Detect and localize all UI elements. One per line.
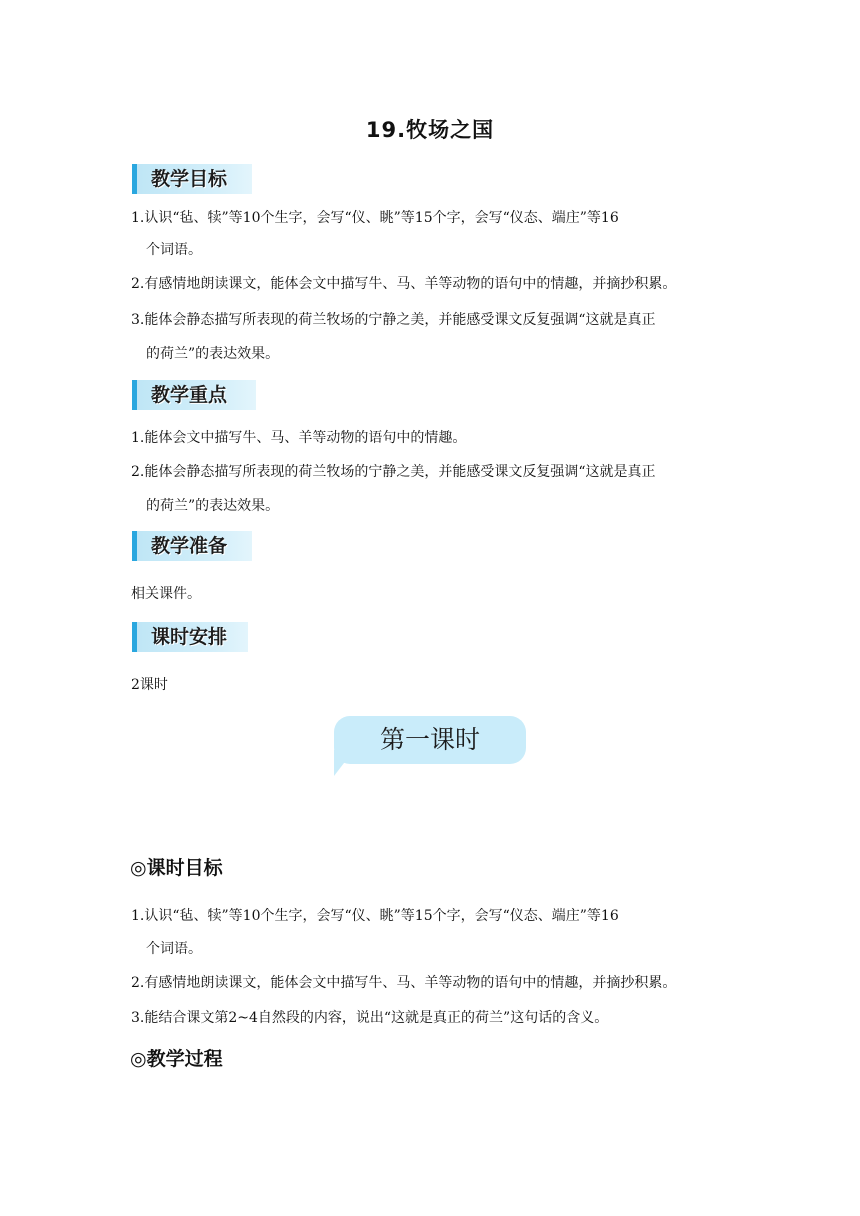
page-title: 19.牧场之国 xyxy=(365,118,495,142)
goals-line-1-cont: 个词语。 xyxy=(146,242,202,258)
key-points-line-1: 1.能体会文中描写牛、马、羊等动物的语句中的情趣。 xyxy=(131,430,467,446)
key-points-line-2-cont: 的荷兰”的表达效果。 xyxy=(146,498,280,514)
preparation-text: 相关课件。 xyxy=(131,586,201,602)
goals-line-3-cont: 的荷兰”的表达效果。 xyxy=(146,346,280,362)
section-header-schedule: 课时安排 xyxy=(132,622,248,652)
goals-line-1: 1.认识“毡、犊”等10个生字，会写“仪、眺”等15个字，会写“仪态、端庄”等16 xyxy=(131,210,619,226)
section-header-key-points: 教学重点 xyxy=(132,380,256,410)
schedule-text: 2课时 xyxy=(131,677,168,693)
lesson-goals-heading: ◎课时目标 xyxy=(130,857,223,879)
goals-line-2: 2.有感情地朗读课文，能体会文中描写牛、马、羊等动物的语句中的情趣，并摘抄积累。 xyxy=(131,276,677,292)
goals-line-3: 3.能体会静态描写所表现的荷兰牧场的宁静之美，并能感受课文反复强调“这就是真正 xyxy=(131,312,656,328)
lesson-goals-line-3: 3.能结合课文第2~4自然段的内容，说出“这就是真正的荷兰”这句话的含义。 xyxy=(131,1010,609,1026)
lesson-banner: 第一课时 xyxy=(334,716,526,764)
section-header-preparation: 教学准备 xyxy=(132,531,252,561)
key-points-line-2: 2.能体会静态描写所表现的荷兰牧场的宁静之美，并能感受课文反复强调“这就是真正 xyxy=(131,464,656,480)
process-heading: ◎教学过程 xyxy=(130,1048,223,1070)
lesson-goals-line-1: 1.认识“毡、犊”等10个生字，会写“仪、眺”等15个字，会写“仪态、端庄”等16 xyxy=(131,908,619,924)
lesson-goals-line-2: 2.有感情地朗读课文，能体会文中描写牛、马、羊等动物的语句中的情趣，并摘抄积累。 xyxy=(131,975,677,991)
section-header-goals: 教学目标 xyxy=(132,164,252,194)
lesson-goals-line-1-cont: 个词语。 xyxy=(146,941,202,957)
